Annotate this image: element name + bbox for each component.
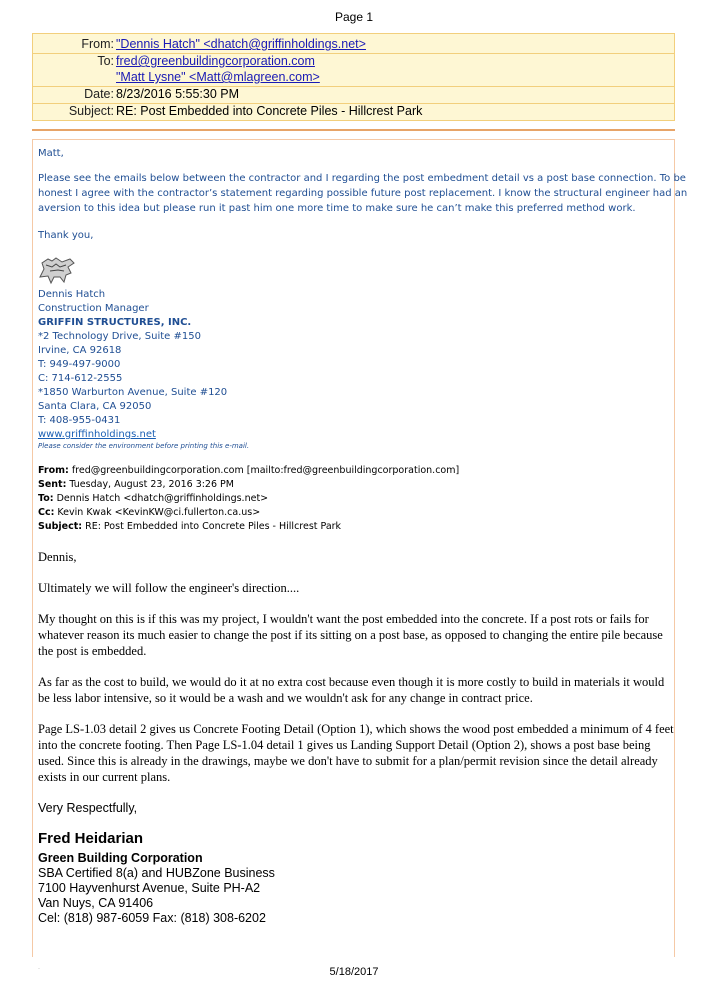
footer-date: 5/18/2017 <box>329 966 379 978</box>
sig-phone-line: T: 408-955-0431 <box>38 415 121 426</box>
quoted-cc-value: Kevin Kwak <KevinKW@ci.fullerton.ca.us> <box>54 507 261 518</box>
sig-address-line: Santa Clara, CA 92050 <box>38 401 152 412</box>
sig-title: Construction Manager <box>38 303 149 314</box>
quoted-to-line <box>38 493 268 504</box>
quoted-to-value: Dennis Hatch <dhatch@griffinholdings.net> <box>53 493 269 504</box>
to-value-link-1[interactable]: fred@greenbuildingcorporation.com <box>116 54 315 68</box>
email-body <box>32 139 688 957</box>
sig-address-line: *2 Technology Drive, Suite #150 <box>38 331 201 342</box>
date-row <box>33 87 674 104</box>
quoted-subject-label: Subject: <box>38 521 83 532</box>
quoted-to-label: To: <box>38 493 54 504</box>
fred-signature-line: SBA Certified 8(a) and HUBZone Business <box>38 866 275 880</box>
sig-environment-note: Please consider the environment before printing this e-mail. <box>38 442 250 450</box>
email-header <box>32 33 675 121</box>
quoted-sent-label: Sent: <box>38 479 67 490</box>
sig-phone-line: C: 714-612-2555 <box>38 373 123 384</box>
to-row-2 <box>33 70 674 87</box>
griffin-logo <box>38 255 76 285</box>
fred-signature-line: Van Nuys, CA 91406 <box>38 896 154 910</box>
quoted-cc-line <box>38 507 260 518</box>
fred-signature-name: Fred Heidarian <box>38 830 144 847</box>
subject-label: Subject: <box>68 104 114 118</box>
quoted-cc-label: Cc: <box>38 507 55 518</box>
from-value-link[interactable]: "Dennis Hatch" <dhatch@griffinholdings.net> <box>116 37 366 51</box>
sig-company: GRIFFIN STRUCTURES, INC. <box>38 317 192 328</box>
sig-address-line: Irvine, CA 92618 <box>38 345 122 356</box>
quoted-greeting: Dennis, <box>38 550 77 564</box>
fred-signature-line: 7100 Hayvenhurst Avenue, Suite PH-A2 <box>38 881 261 895</box>
reply-body-line-1: Please see the emails below between the contractor and I regarding the post embedment detail vs a post base connection. To be <box>38 173 686 184</box>
quoted-from-value: fred@greenbuildingcorporation.com [mailto:fred@greenbuildingcorporation.com] <box>68 465 460 476</box>
quoted-closing: Very Respectfully, <box>38 801 138 815</box>
subject-row <box>33 104 674 121</box>
from-row <box>33 37 674 54</box>
quoted-paragraph-2: My thought on this is if this was my project, I wouldn't want the post embedded into the concrete. If a post rots or fails for whatever reason its much easier to change the post if its sitting on a post base, as opposed to changing the entire pile because the post is embedded. <box>38 612 663 658</box>
to-row <box>33 54 674 71</box>
date-label: Date: <box>84 87 114 101</box>
page-number: Page 1 <box>334 10 374 24</box>
sig-phone-line: T: 949-497-9000 <box>38 359 121 370</box>
quoted-paragraph-3: As far as the cost to build, we would do it at no extra cost because even though it is more costly to build in materials it would be less labor intensive, so it would be a wash and we wouldn't ask for any change in contract price. <box>38 675 665 705</box>
quoted-sent-line <box>38 479 234 490</box>
header-rule <box>32 129 675 131</box>
to-label: To: <box>97 54 114 68</box>
from-label: From: <box>81 37 114 51</box>
quoted-sent-value: Tuesday, August 23, 2016 3:26 PM <box>66 479 234 490</box>
quoted-subject-line <box>38 521 341 532</box>
quoted-subject-value: RE: Post Embedded into Concrete Piles - Hillcrest Park <box>82 521 342 532</box>
to-value-link-2[interactable]: "Matt Lysne" <Matt@mlagreen.com> <box>116 70 320 84</box>
reply-body-line-2: honest I agree with the contractor’s statement regarding possible future post replacement. I know the structural engineer had an <box>38 188 688 199</box>
fred-signature-company: Green Building Corporation <box>38 851 203 865</box>
reply-closing: Thank you, <box>38 230 94 241</box>
subject-value: RE: Post Embedded into Concrete Piles - Hillcrest Park <box>116 104 423 118</box>
reply-greeting: Matt, <box>38 148 64 159</box>
quoted-paragraph-1: Ultimately we will follow the engineer's direction.... <box>38 581 300 595</box>
sig-website-link[interactable]: www.griffinholdings.net <box>38 429 156 440</box>
quoted-from-line <box>38 465 459 476</box>
date-value: 8/23/2016 5:55:30 PM <box>116 87 240 101</box>
footer-mark: · <box>38 966 40 972</box>
fred-signature-line: Cel: (818) 987-6059 Fax: (818) 308-6202 <box>38 911 266 925</box>
quoted-paragraph-4: Page LS-1.03 detail 2 gives us Concrete Footing Detail (Option 1), which shows the wood post embedded a minimum of 4 feet into the concrete footing. Then Page LS-1.04 detail 1 gives us Landing Support Detail (Option 2), shows a post base being used. Since this is already in the drawings, maybe we don't have to submit for a plan/permit revision since the detail already exists in our current plans. <box>38 722 674 784</box>
sig-name: Dennis Hatch <box>38 289 106 300</box>
sig-address-line: *1850 Warburton Avenue, Suite #120 <box>38 387 228 398</box>
reply-body-line-3: aversion to this idea but please run it past him one more time to make sure he can’t make this preferred method work. <box>38 203 636 214</box>
quoted-from-label: From: <box>38 465 69 476</box>
